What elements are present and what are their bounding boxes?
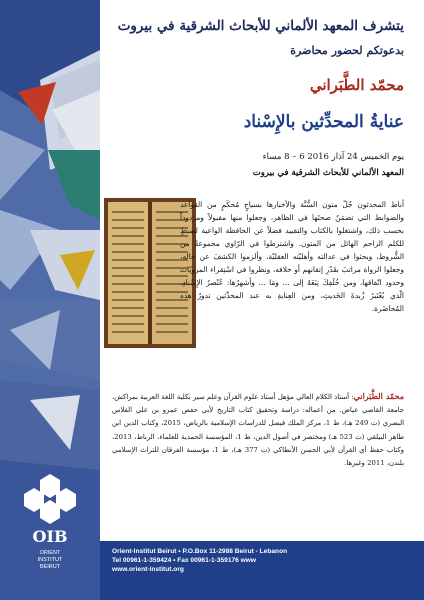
logo-line2: INSTITUT: [37, 557, 63, 563]
logo-line3: BEIRUT: [39, 564, 61, 570]
oib-logo: [14, 470, 86, 580]
header-line2: بدعوتكم لحضور محاضرة: [290, 44, 404, 57]
bio-name: محمّد الطَّبَراني: [353, 391, 404, 401]
lecture-title: عنايةُ المحدِّثين بالإِسْناد: [243, 112, 404, 132]
footer-phone: Tel 00961-1-359424 • Fax 00961-1-359176 www: [112, 557, 257, 564]
lecture-datetime: يوم الخميس 24 آذار 2016 6 – 8 مساء: [262, 152, 404, 162]
footer-website[interactable]: www.orient-institut.org: [112, 566, 184, 573]
speaker-name: محمّد الطَّبَراني: [309, 76, 404, 94]
logo-mark: OIB: [32, 527, 68, 546]
footer-address: Orient-Institut Beirut • P.O.Box 11-2988 Beirut - Lebanon: [112, 548, 288, 555]
speaker-bio: [112, 390, 404, 470]
logo-line1: ORIENT: [39, 550, 61, 556]
bio-text: : أستاذ الكلام العالي مؤهل أستاذ علوم القرآن وعلم سير بكلية اللغة العربية بمراكش، جامعة القاضي عياض. من أعماله: دراسة وتحقيق كتاب التاريخ لأبي حفص عمرو بن علي الفلاس البصري (ت 249 هـ)، ط 1، مركز الملك فيصل للدراسات الإسلامية بالرياض، 2015، وكتاب الدين ابن طاهر البيلقي (ت 523 هـ) ومختصر في أصول الدين، ط 1، المؤسسة الحمدية للعلماء، الرباط، 2013، وكتاب حفظ آي القرآن لأبي الحسن الأنطاكي (ت 377 هـ)، ط 1، مؤسسة الفرقان للتراث الإسلامي بلندن، 2011 وغيرها.: [112, 393, 404, 468]
lecture-venue: المعهد الألماني للأبحاث الشرقية في بيروت: [252, 168, 404, 178]
header-line1: يتشرف المعهد الألماني للأبحاث الشرقية في بيروت: [117, 18, 404, 34]
lecture-abstract: أناط المحدثون جُلّ متون السُّنَّة والأخبارها بسياجٍ مُحكَمٍ من القواعد والضوابط التي تضمَنُ صحتَها في الظاهر، وجعلوا منها مقبولاً ومردوداً بحسب ذلك، واشتغلوا بالكتاب والتقييد فضلاً عن الحافظة الواعية لضبطٍ للكلم الزاحم الهائل من المتون. واشترطوا في الرّاوي مجموعةً من الشُّروط، وبحثوا في عدالته وأهليّته العقليّة، وألزموا الكشفَ عن حاله، وجعلوا الرواة مراتبَ بقَدْرِ إتقانهم أو خلافه، ونظروا في اسْتِقراء المرويّات وحدود اتّفاقها، ومن خُلَفِكَ تِبَعَهُ إلى ... ومَا ... وأشهرُها: عُنْصرُ الإِسْنادِ، الّذي يُعْتَبرُ زُبدةَ الحَديثِ، ومن العِنايةِ به عند المحدِّثين تدورُ هذه المُحاضَرة.: [180, 200, 404, 313]
